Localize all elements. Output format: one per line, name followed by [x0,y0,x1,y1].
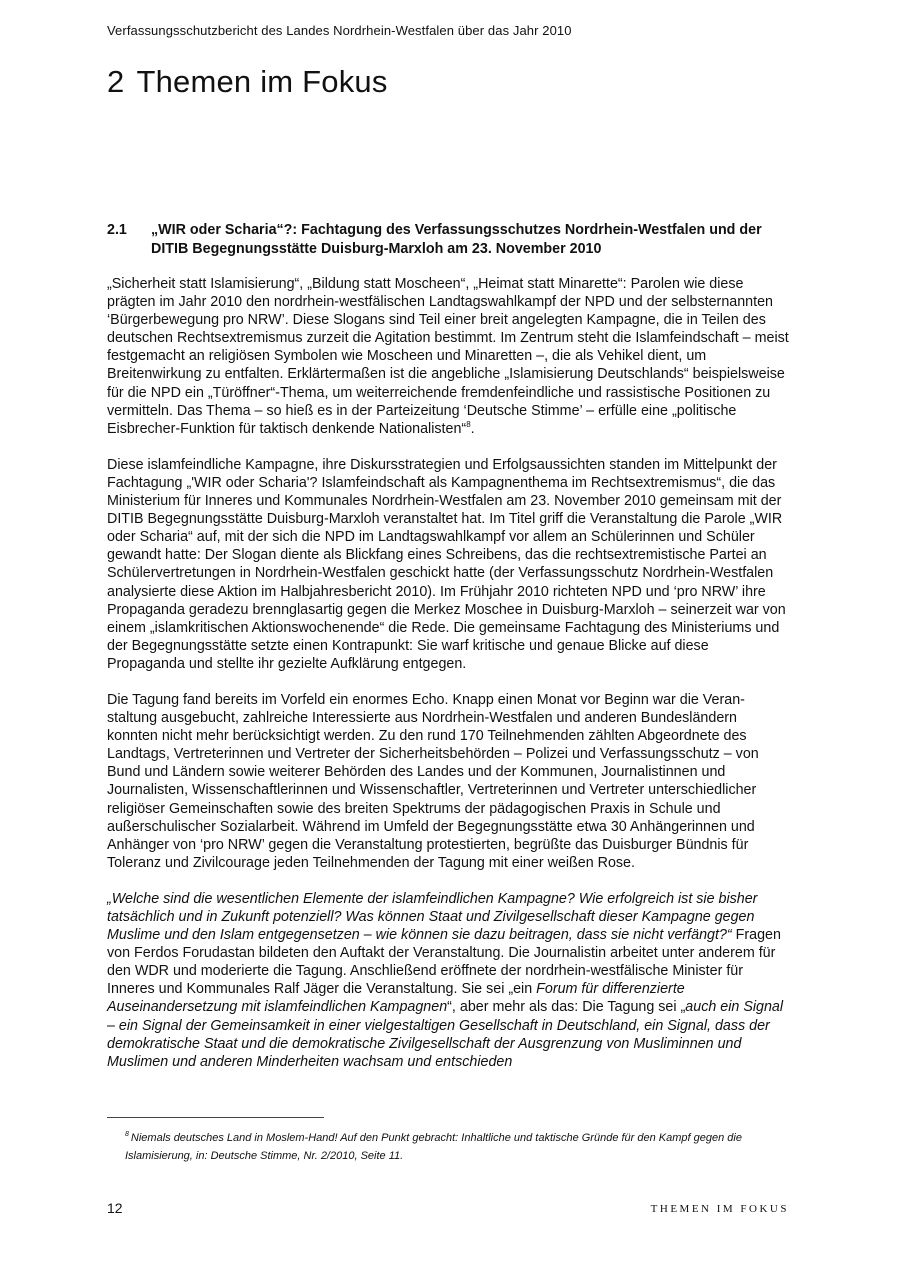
paragraph-3: Die Tagung fand bereits im Vorfeld ein enormes Echo. Knapp einen Monat vor Beginn war die Veranstaltung ausgebucht, zahlreiche Interessierte aus Nordrhein-Westfalen und anderen Bundesländern konnten nicht mehr berücksichtigt werden. Zu den rund 170 Teilnehmenden zählten Abgeordnete des Landtags, Vertreterinnen und Vertreter der Sicherheitsbehörden – Polizei und Verfassungsschutz – von Bund und Ländern sowie weiterer Behörden des Landes und der Kommunen, Journalistinnen und Journalisten, Wissenschaftlerinnen und Wissenschaftler, Vertreterinnen und Vertreter unterschiedlicher religiöser Gemeinschaften sowie des breiten Spektrums der pädagogischen Praxis in Schule und außerschulischer Sozialarbeit. Während im Umfeld der Begegnungsstätte etwa 30 Anhängerinnen und Anhänger von ‘pro NRW’ gegen die Veranstaltung protestierten, begrüßte das Duisburger Bündnis für Toleranz und Zivilcourage jeden Teilnehmenden der Tagung mit einer weißen Rose. [107,691,759,871]
running-footer: THEMEN IM FOKUS [650,1203,789,1215]
footnote-divider [107,1117,324,1118]
quote-forum: Forum für differenzierte Auseinandersetzung mit islamfeindlichen Kampagnen [107,981,685,1016]
page-number: 12 [107,1200,123,1216]
paragraph-4-text-a: Fragen von Ferdos Forudastan bildeten den Auftakt der Veranstaltung. Die Journalistin arbeitet unter anderem für den WDR und moderierte die Tagung. Anschließend eröffnete der nordrhein-westfälische Minister für Inneres und Kommunales Ralf Jäger die Veranstaltung. Sie sei „ein [107,927,781,998]
running-header: Verfassungsschutzbericht des Landes Nordrhein-Westfalen über das Jahr 2010 [107,23,572,38]
paragraph-1 [107,275,789,438]
chapter-title [107,64,388,100]
paragraph-4 [107,890,789,1071]
chapter-number: 2 [107,64,125,99]
footnote-number: 8 [125,1131,129,1139]
section-number: 2.1 [107,222,127,238]
paragraph-1-end: . [470,420,475,437]
body-text [107,275,789,1071]
quote-signal: auch ein Signal – ein Signal der Gemeinsamkeit in einer vielgestaltigen Gesellschaft in Deutschland, ein Signal, dass der demokratische Staat und die demokratische Zivilgesellschaft der Ausgrenzung von Musliminnen und Muslimen und anderen Minderheiten wachsam und entschieden [107,999,784,1070]
section-title: „WIR oder Scharia“?: Fachtagung des Verfassungsschutzes Nordrhein-Westfalen und der DITIB Begegnungsstätte Duisburg-Marxloh am 23. November 2010 [151,222,762,257]
quote-questions: „Welche sind die wesentlichen Elemente der islamfeindlichen Kampagne? Wie erfolgreich ist sie bisher tatsächlich und in Zukunft potenziell? Was können Staat und Zivilgesellschaft dieser Kampagne gegen Muslime und den Islam entgegensetzen – wie können sie dazu beitragen, dass sie nicht verfängt?“ [107,890,758,944]
paragraph-4-text-b: “, aber mehr als das: Die Tagung sei „ [447,999,686,1016]
section-heading [107,221,787,258]
footnote-text: Niemals deutsches Land in Moslem-Hand! Auf den Punkt gebracht: Inhaltliche und taktische Gründe für den Kampf gegen die Islamisierung, in: Deutsche Stimme, Nr. 2/2010, Seite 11. [125,1132,742,1162]
footnote [125,1129,789,1165]
paragraph-1-text: „Sicherheit statt Islamisierung“, „Bildung statt Moscheen“, „Heimat statt Minarette“: Parolen wie diese prägten im Jahr 2010 den nordrhein-westfälischen Landtagswahlkampf der NPD und der selbsternannten ‘Bürgerbewegung pro NRW’. Diese Slogans sind Teil einer breit angelegten Kampagne, die in Teilen des deutschen Rechtsextremismus zurzeit die Agitation bestimmt. Im Zentrum steht die Islamfeindschaft – meist festgemacht an religiösen Symbolen wie Moscheen und Minaretten –, die als Vehikel dient, um Breitenwirkung zu entfalten. Erklärtermaßen ist die angebliche „Islamisierung Deutschlands“ beispielsweise für die NPD ein „Türöffner“-Thema, um weiterreichende fremdenfeindliche und rassistische Positionen zu vermitteln. Das Thema – so hieß es in der Parteizeitung ‘Deutsche Stimme’ – erfülle eine „politische Eisbrecher-Funktion für taktisch denkende Nationalisten“ [107,276,789,437]
footnote-reference[interactable]: 8 [466,419,471,429]
chapter-title-text: Themen im Fokus [136,64,388,99]
paragraph-2: Diese islamfeindliche Kampagne, ihre Diskursstrategien und Erfolgsaussichten standen im Mittelpunkt der Fachtagung „'WIR oder Scharia'? Islamfeindschaft als Kampagnenthema im Rechtsextremismus“, die das Ministerium für Inneres und Kommunales Nordrhein-Westfalen am 23. November 2010 gemeinsam mit der DITIB Begegnungsstätte Duisburg-Marxloh veranstaltet hat. Im Titel griff die Veranstaltung die Parole „WIR oder Scharia“ auf, mit der sich die NPD im Landtagswahlkampf vor allem an Schülerinnen und Schüler gewandt hatte: Der Slogan diente als Blickfang eines Schreibens, das die rechtsextremistische Partei an Schülervertretungen in Nordrhein-Westfalen geschickt hatte (der Verfassungsschutz Nordrhein-Westfalen analysierte diese Aktion im Halbjahresbericht 2010). Im Frühjahr 2010 richteten NPD und ‘pro NRW’ ihre Propaganda geradezu brennglasartig gegen die Merkez Moschee in Duisburg-Marxloh – seinerzeit war von einem „islamkritischen Aktionswochenende“ die Rede. Die gemeinsame Fachtagung des Ministeriums und der Begegnungsstätte setzte einen Kontrapunkt: Sie warf kritische und genaue Blicke auf diese Propaganda und stellte ihr gezielte Aufklärung entgegen. [107,456,786,672]
